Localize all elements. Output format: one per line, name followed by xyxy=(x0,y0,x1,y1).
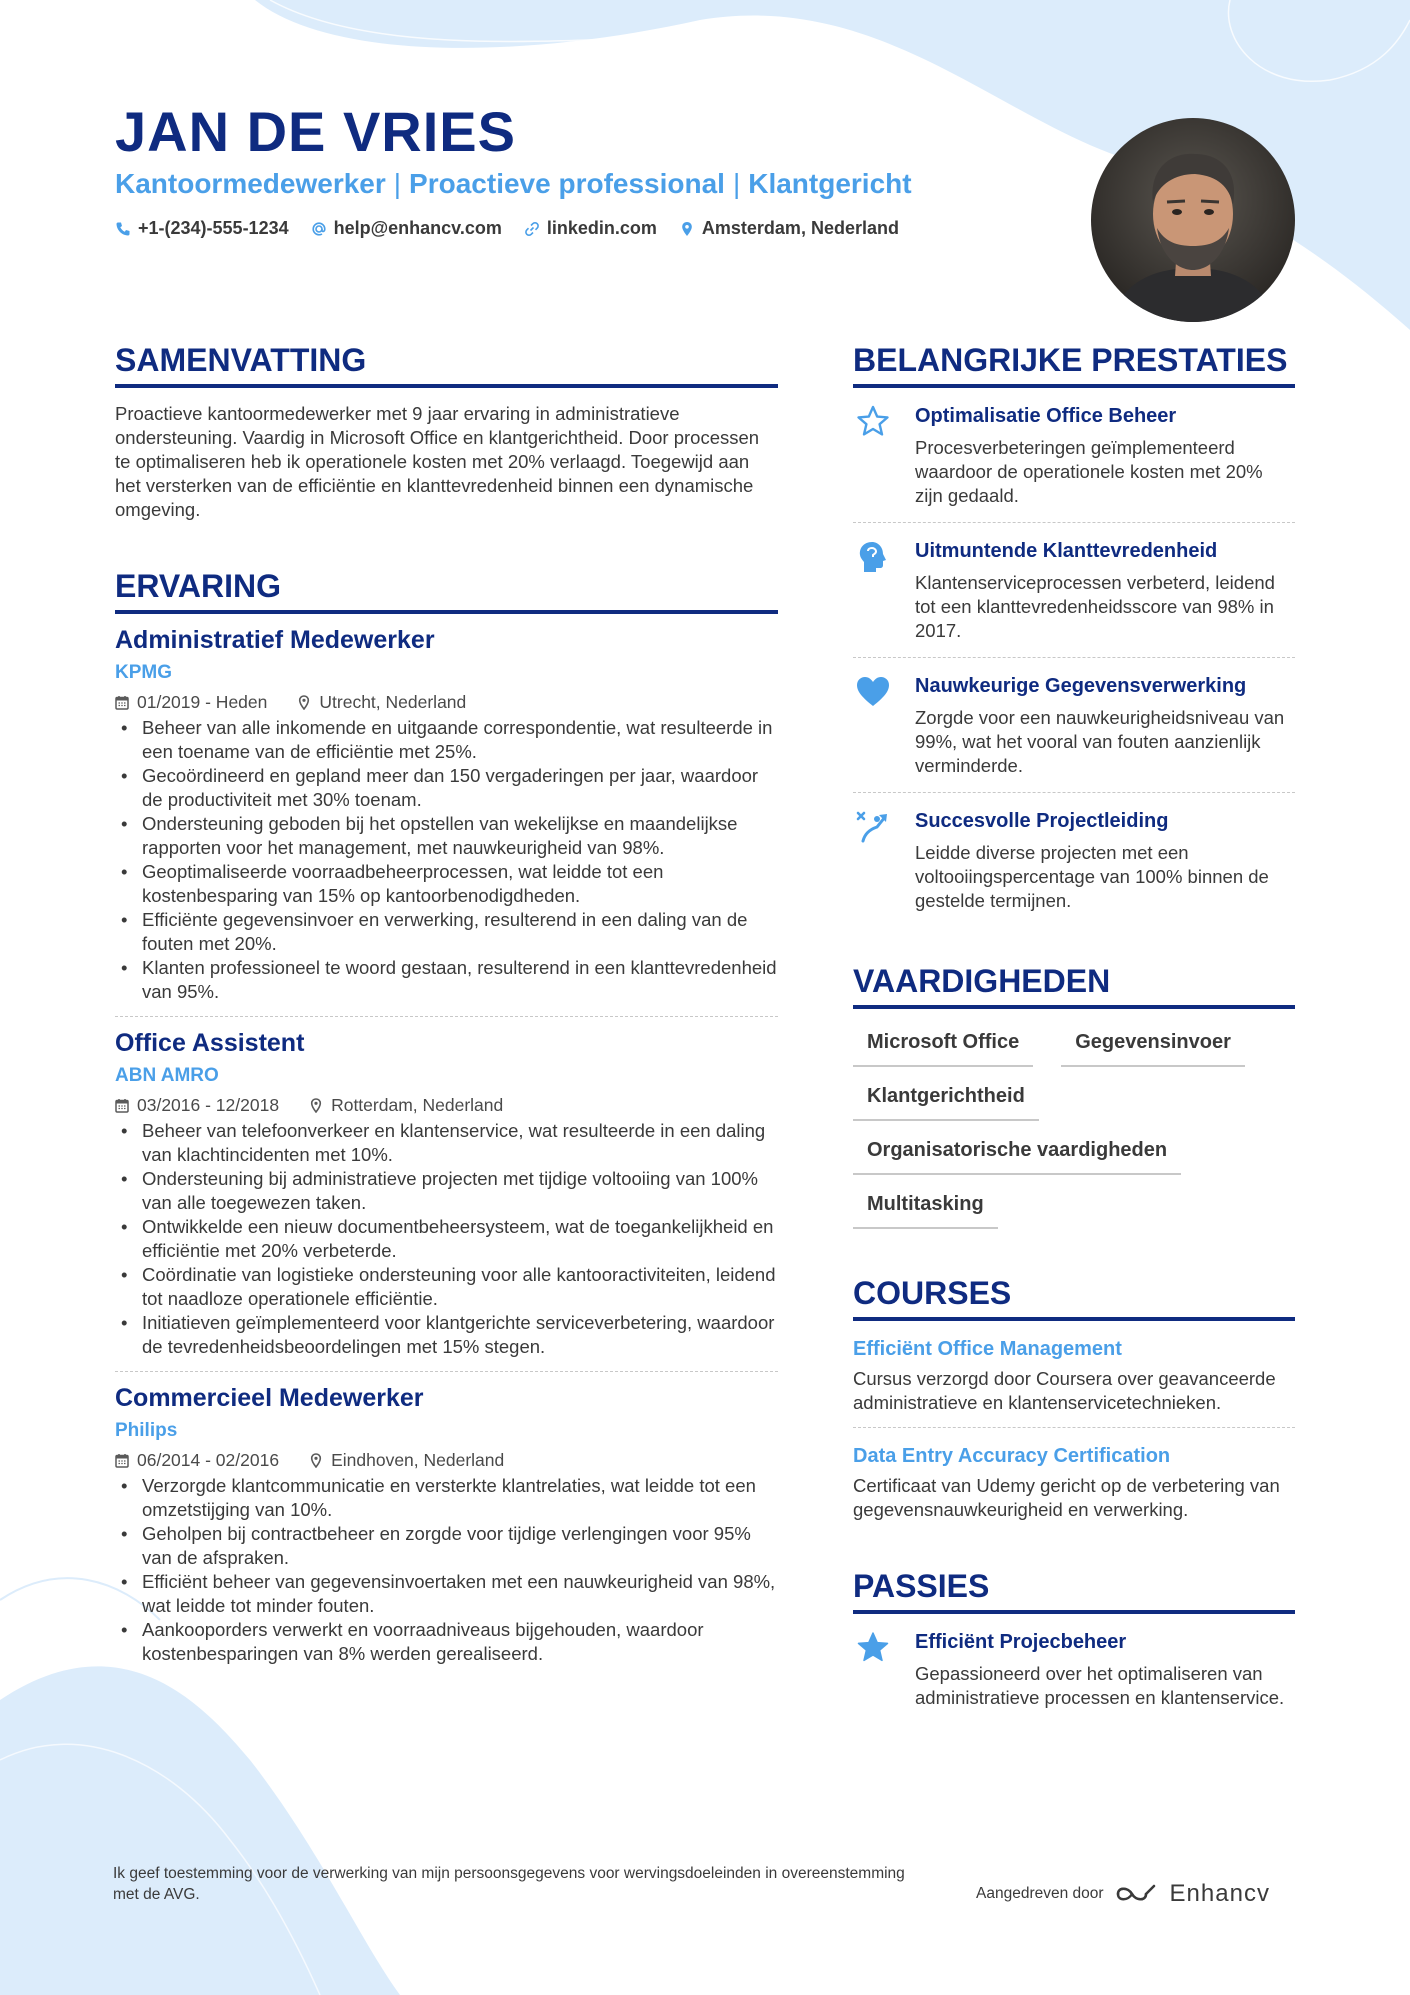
achievement-desc: Procesverbeteringen geïmplementeerd waardoor de operationele kosten met 20% zijn gedaald. xyxy=(915,437,1263,506)
achievement-body xyxy=(915,807,1295,913)
divider xyxy=(853,1427,1295,1428)
job-location xyxy=(297,690,466,714)
job-bullets xyxy=(115,1119,778,1359)
skill-tag: Multitasking xyxy=(853,1183,998,1229)
course-desc: Certificaat van Udemy gericht op de verbetering van gegevensnauwkeurigheid en verwerking. xyxy=(853,1475,1280,1520)
contact-linkedin[interactable] xyxy=(524,218,657,239)
job-bullet: • Beheer van alle inkomende en uitgaande correspondentie, wat resulteerde in een toename van de efficiëntie met 25%. xyxy=(115,716,778,764)
headline-trait: Proactieve professional xyxy=(409,168,725,199)
achievement-icon-wrap xyxy=(853,807,893,913)
star-filled-icon xyxy=(855,1630,891,1666)
passion-body xyxy=(915,1628,1295,1710)
job-title: Commercieel Medewerker xyxy=(115,1384,424,1412)
achievement-body xyxy=(915,537,1295,643)
enhancv-logo-icon xyxy=(1114,1882,1160,1906)
phone-icon xyxy=(115,221,131,237)
job-bullet: • Ondersteuning bij administratieve projecten met tijdige voltooiing van 100% van alle toegewezen taken. xyxy=(115,1167,778,1215)
job-location-text: Utrecht, Nederland xyxy=(319,692,467,712)
divider xyxy=(115,1016,778,1017)
link-icon xyxy=(524,221,540,237)
achievement-icon-wrap xyxy=(853,402,893,508)
achievement-item xyxy=(853,537,1295,643)
powered-by[interactable] xyxy=(976,1880,1270,1908)
company-name: ABN AMRO xyxy=(115,1065,219,1086)
job-meta xyxy=(115,1093,778,1117)
job-dates-text: 01/2019 - Heden xyxy=(137,692,268,712)
skills-heading: VAARDIGHEDEN xyxy=(853,961,1295,1009)
job-bullet: • Aankooporders verwerkt en voorraadniveaus bijgehouden, waardoor kostenbesparingen van 8% werden gerealiseerd. xyxy=(115,1618,778,1666)
phone-number: +1-(234)-555-1234 xyxy=(138,218,289,238)
achievement-icon-wrap xyxy=(853,537,893,643)
job-bullet: • Efficiënte gegevensinvoer en verwerking, resulterend in een daling van de fouten met 20%. xyxy=(115,908,778,956)
achievement-desc: Leidde diverse projecten met een voltooiingspercentage van 100% binnen de gestelde termijnen. xyxy=(915,842,1269,911)
job-bullet: • Ondersteuning geboden bij het opstellen van wekelijkse en maandelijkse rapporten voor het management, met nauwkeurigheid van 98%. xyxy=(115,812,778,860)
left-column xyxy=(115,340,778,1666)
divider xyxy=(853,522,1295,523)
achievement-title: Uitmuntende Klanttevredenheid xyxy=(915,540,1218,562)
achievement-body xyxy=(915,402,1295,508)
course-item xyxy=(853,1442,1295,1522)
map-pin-icon xyxy=(309,1098,323,1113)
job-location-text: Eindhoven, Nederland xyxy=(331,1450,505,1470)
headline-separator: | xyxy=(393,168,402,199)
map-pin-icon xyxy=(679,221,695,237)
candidate-name: JAN DE VRIES xyxy=(115,100,516,163)
powered-by-label: Aangedreven door xyxy=(976,1885,1104,1902)
passion-title: Efficiënt Projecbeheer xyxy=(915,1631,1127,1653)
course-desc: Cursus verzorgd door Coursera over geavanceerde administratieve en klantenservicetechnieken. xyxy=(853,1368,1276,1413)
achievement-item xyxy=(853,672,1295,778)
job-location-text: Rotterdam, Nederland xyxy=(331,1095,504,1115)
job-bullet: • Verzorgde klantcommunicatie en versterkte klantrelaties, wat leidde tot een omzetstijging van 10%. xyxy=(115,1474,778,1522)
achievement-title: Nauwkeurige Gegevensverwerking xyxy=(915,675,1247,697)
calendar-icon xyxy=(115,695,129,710)
job-meta xyxy=(115,1448,778,1472)
headline-focus: Klantgericht xyxy=(748,168,912,199)
course-title: Data Entry Accuracy Certification xyxy=(853,1445,1171,1467)
skill-tag: Organisatorische vaardigheden xyxy=(853,1129,1181,1175)
map-pin-icon xyxy=(297,695,311,710)
linkedin-url: linkedin.com xyxy=(546,218,657,238)
skill-tag: Gegevensinvoer xyxy=(1061,1021,1245,1067)
courses-heading: COURSES xyxy=(853,1273,1295,1321)
course-title: Efficiënt Office Management xyxy=(853,1338,1122,1360)
strategy-arrow-icon xyxy=(855,809,891,845)
contact-location xyxy=(679,218,899,239)
job-bullet: • Gecoördineerd en gepland meer dan 150 vergaderingen per jaar, waardoor de productiviteit met 30% toenam. xyxy=(115,764,778,812)
job-location xyxy=(309,1448,504,1472)
contact-info xyxy=(115,218,899,239)
star-outline-icon xyxy=(855,404,891,440)
job-bullet: • Ontwikkelde een nieuw documentbeheersysteem, wat de toegankelijkheid en efficiëntie met 20% verbeterde. xyxy=(115,1215,778,1263)
job-entry xyxy=(115,624,778,1004)
achievement-body xyxy=(915,672,1295,778)
calendar-icon xyxy=(115,1453,129,1468)
headline xyxy=(115,166,912,202)
company-name: Philips xyxy=(115,1420,178,1441)
head-profile-icon xyxy=(855,539,891,575)
job-bullets xyxy=(115,1474,778,1666)
job-entry xyxy=(115,1382,778,1666)
job-dates xyxy=(115,1448,279,1472)
at-sign-icon xyxy=(311,221,327,237)
job-dates xyxy=(115,1093,279,1117)
achievement-title: Succesvolle Projectleiding xyxy=(915,810,1169,832)
right-column xyxy=(853,340,1295,1710)
passion-desc: Gepassioneerd over het optimaliseren van administratieve processen en klantenservice. xyxy=(915,1663,1285,1708)
achievement-icon-wrap xyxy=(853,672,893,778)
job-entry xyxy=(115,1027,778,1359)
email-address: help@enhancv.com xyxy=(333,218,502,238)
skills-list xyxy=(853,1021,1293,1229)
achievement-title: Optimalisatie Office Beheer xyxy=(915,405,1177,427)
passion-icon-wrap xyxy=(853,1628,893,1710)
course-item xyxy=(853,1335,1295,1415)
contact-email[interactable] xyxy=(311,218,502,239)
achievement-desc: Zorgde voor een nauwkeurigheidsniveau van 99%, wat het vooral van fouten aanzienlijk verminderde. xyxy=(915,707,1285,776)
consent-text: Ik geef toestemming voor de verwerking van mijn persoonsgegevens voor wervingsdoeleinden in overeenstemming met de AVG. xyxy=(113,1865,905,1903)
map-pin-icon xyxy=(309,1453,323,1468)
profile-photo xyxy=(1091,118,1295,322)
job-bullet: • Geholpen bij contractbeheer en zorgde voor tijdige verlengingen voor 95% van de afspraken. xyxy=(115,1522,778,1570)
company-name: KPMG xyxy=(115,662,172,683)
passion-item xyxy=(853,1628,1295,1710)
job-dates xyxy=(115,690,267,714)
summary-text: Proactieve kantoormedewerker met 9 jaar ervaring in administratieve ondersteuning. Vaardig in Microsoft Office en klantgerichtheid. Door processen te optimaliseren heb ik operationele kosten met 20% verlaagd. Toegewijd aan het versterken van de efficiëntie en klanttevredenheid binnen een dynamische omgeving. xyxy=(115,403,760,520)
skill-tag: Klantgerichtheid xyxy=(853,1075,1039,1121)
contact-phone[interactable] xyxy=(115,218,289,239)
achievement-item xyxy=(853,402,1295,508)
job-title: Office Assistent xyxy=(115,1029,305,1057)
job-location xyxy=(309,1093,503,1117)
job-dates-text: 06/2014 - 02/2016 xyxy=(137,1450,280,1470)
experience-heading: ERVARING xyxy=(115,566,778,614)
passions-heading: PASSIES xyxy=(853,1566,1295,1614)
headline-separator: | xyxy=(732,168,741,199)
job-bullet: • Klanten professioneel te woord gestaan, resulterend in een klanttevredenheid van 95%. xyxy=(115,956,778,1004)
divider xyxy=(853,657,1295,658)
job-bullet: • Beheer van telefoonverkeer en klantenservice, wat resulteerde in een daling van klachtincidenten met 10%. xyxy=(115,1119,778,1167)
job-title: Administratief Medewerker xyxy=(115,626,435,654)
job-bullet: • Initiatieven geïmplementeerd voor klantgerichte serviceverbetering, waardoor de tevredenheidsbeoordelingen met 15% stegen. xyxy=(115,1311,778,1359)
job-bullet: • Efficiënt beheer van gegevensinvoertaken met een nauwkeurigheid van 98%, wat leidde tot minder fouten. xyxy=(115,1570,778,1618)
job-bullet: • Geoptimaliseerde voorraadbeheerprocessen, wat leidde tot een kostenbesparing van 15% op kantoorbenodigdheden. xyxy=(115,860,778,908)
summary-heading: SAMENVATTING xyxy=(115,340,778,388)
job-bullet: • Coördinatie van logistieke ondersteuning voor alle kantooractiviteiten, leidend tot naadloze operationele efficiëntie. xyxy=(115,1263,778,1311)
brand-name: Enhancv xyxy=(1169,1880,1270,1907)
job-dates-text: 03/2016 - 12/2018 xyxy=(137,1095,280,1115)
headline-role: Kantoormedewerker xyxy=(115,168,386,199)
achievement-desc: Klantenserviceprocessen verbeterd, leidend tot een klanttevredenheidsscore van 98% in 2017. xyxy=(915,572,1275,641)
calendar-icon xyxy=(115,1098,129,1113)
achievement-item xyxy=(853,807,1295,913)
location-text: Amsterdam, Nederland xyxy=(701,218,899,238)
job-bullets xyxy=(115,716,778,1004)
divider xyxy=(115,1371,778,1372)
skill-tag: Microsoft Office xyxy=(853,1021,1033,1067)
job-meta xyxy=(115,690,778,714)
heart-icon xyxy=(855,674,891,710)
achievements-heading: BELANGRIJKE PRESTATIES xyxy=(853,340,1295,388)
divider xyxy=(853,792,1295,793)
